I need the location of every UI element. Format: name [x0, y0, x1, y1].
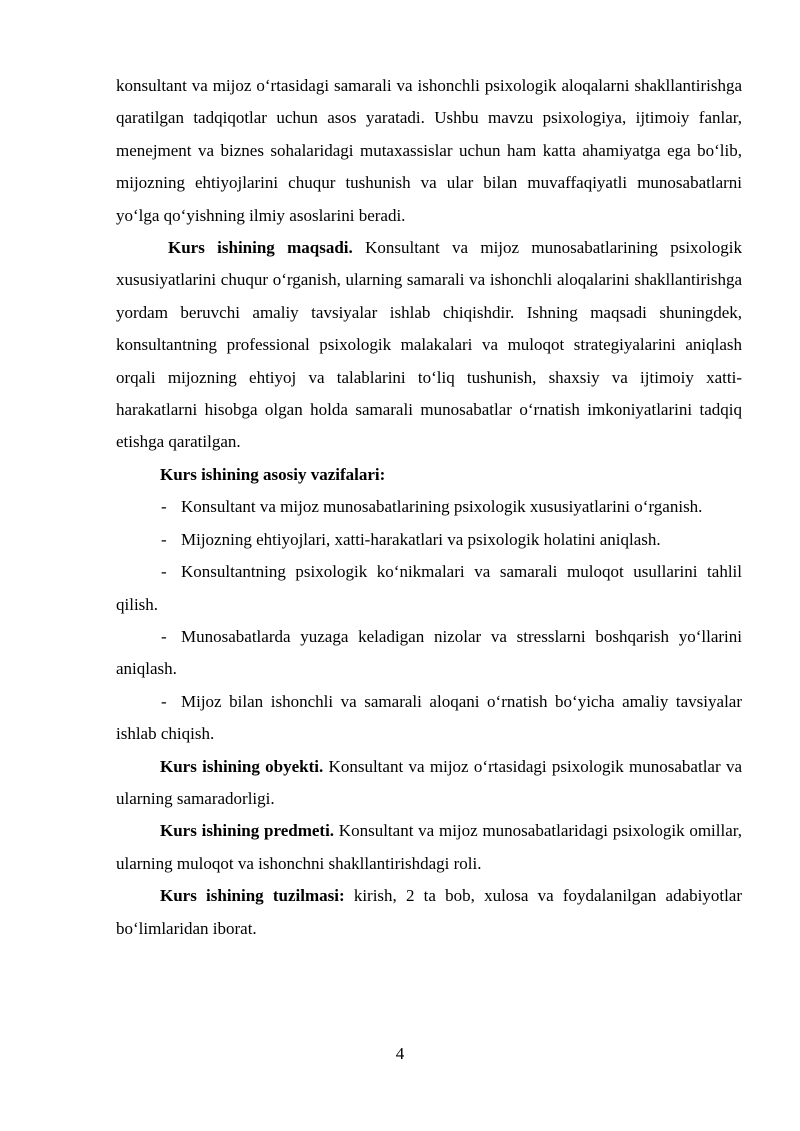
- task-item: [116, 491, 742, 523]
- goal-paragraph: [116, 232, 742, 459]
- page-number: 4: [395, 1044, 405, 1063]
- dash-bullet: -: [161, 529, 167, 549]
- structure-paragraph: [116, 880, 742, 945]
- dash-bullet: -: [161, 691, 167, 711]
- task-item: [116, 556, 742, 621]
- subject-heading: Kurs ishining predmeti.: [160, 821, 335, 841]
- structure-text: kirish, 2 ta bob, xulosa va foydalanilgan adabiyotlar bo‘limlaridan iborat.: [116, 886, 742, 938]
- dash-bullet: -: [161, 497, 167, 517]
- intro-paragraph: konsultant va mijoz o‘rtasidagi samarali va ishonchli psixologik aloqalarni shakllantirishga qaratilgan tadqiqotlar uchun asos yaratadi. Ushbu mavzu psixologiya, ijtimoiy fanlar, menejment va biznes sohalaridagi mutaxassislar uchun ham katta ahamiyatga ega bo‘lib, mijozning ehtiyojlarini chuqur tushunish va ular bilan muvaffaqiyatli munosabatlarni yo‘lga qo‘yishning ilmiy asoslarini beradi.: [116, 76, 742, 225]
- goal-text: Konsultant va mijoz munosabatlarining psixologik xususiyatlarini chuqur o‘rganish, ularning samarali va ishonchli aloqalarini shakllantirishga yordam beruvchi amaliy tavsiyalar ishlab chiqishdir. Ishning maqsadi shuningdek, konsultantning professional psixologik malakalari va muloqot strategiyalarini aniqlash orqali mijozning ehtiyoj va talablarini to‘liq tushunish, shaxsiy va ijtimoiy xatti-harakatlarni hisobga olgan holda samarali munosabatlar o‘rnatish imkoniyatlarini tadqiq etishga qaratilgan.: [116, 238, 742, 452]
- subject-text: Konsultant va mijoz munosabatlaridagi psixologik omillar, ularning muloqot va ishonchni shakllantirishdagi roli.: [116, 821, 742, 873]
- document-page: [116, 70, 742, 945]
- object-paragraph: [116, 751, 742, 816]
- task-item: [116, 524, 742, 556]
- task-text: Konsultant va mijoz munosabatlarining psixologik xususiyatlarini o‘rganish.: [181, 497, 703, 517]
- task-text: Konsultantning psixologik ko‘nikmalari va samarali muloqot usullarini tahlil qilish.: [116, 562, 742, 614]
- object-text: Konsultant va mijoz o‘rtasidagi psixologik munosabatlar va ularning samaradorligi.: [116, 756, 742, 808]
- task-text: Munosabatlarda yuzaga keladigan nizolar va stresslarni boshqarish yo‘llarini aniqlash.: [116, 626, 742, 679]
- goal-heading: Kurs ishining maqsadi.: [168, 238, 353, 258]
- dash-bullet: -: [161, 562, 167, 582]
- task-text: Mijozning ehtiyojlari, xatti-harakatlari va psixologik holatini aniqlash.: [181, 529, 661, 549]
- task-item: [116, 621, 742, 686]
- structure-heading: Kurs ishining tuzilmasi:: [160, 886, 345, 906]
- task-item: [116, 686, 742, 751]
- task-text: Mijoz bilan ishonchli va samarali aloqani o‘rnatish bo‘yicha amaliy tavsiyalar ishlab chiqish.: [116, 691, 742, 744]
- object-heading: Kurs ishining obyekti.: [160, 756, 324, 776]
- dash-bullet: -: [161, 626, 167, 646]
- tasks-heading: Kurs ishining asosiy vazifalari:: [160, 464, 386, 484]
- subject-paragraph: [116, 815, 742, 880]
